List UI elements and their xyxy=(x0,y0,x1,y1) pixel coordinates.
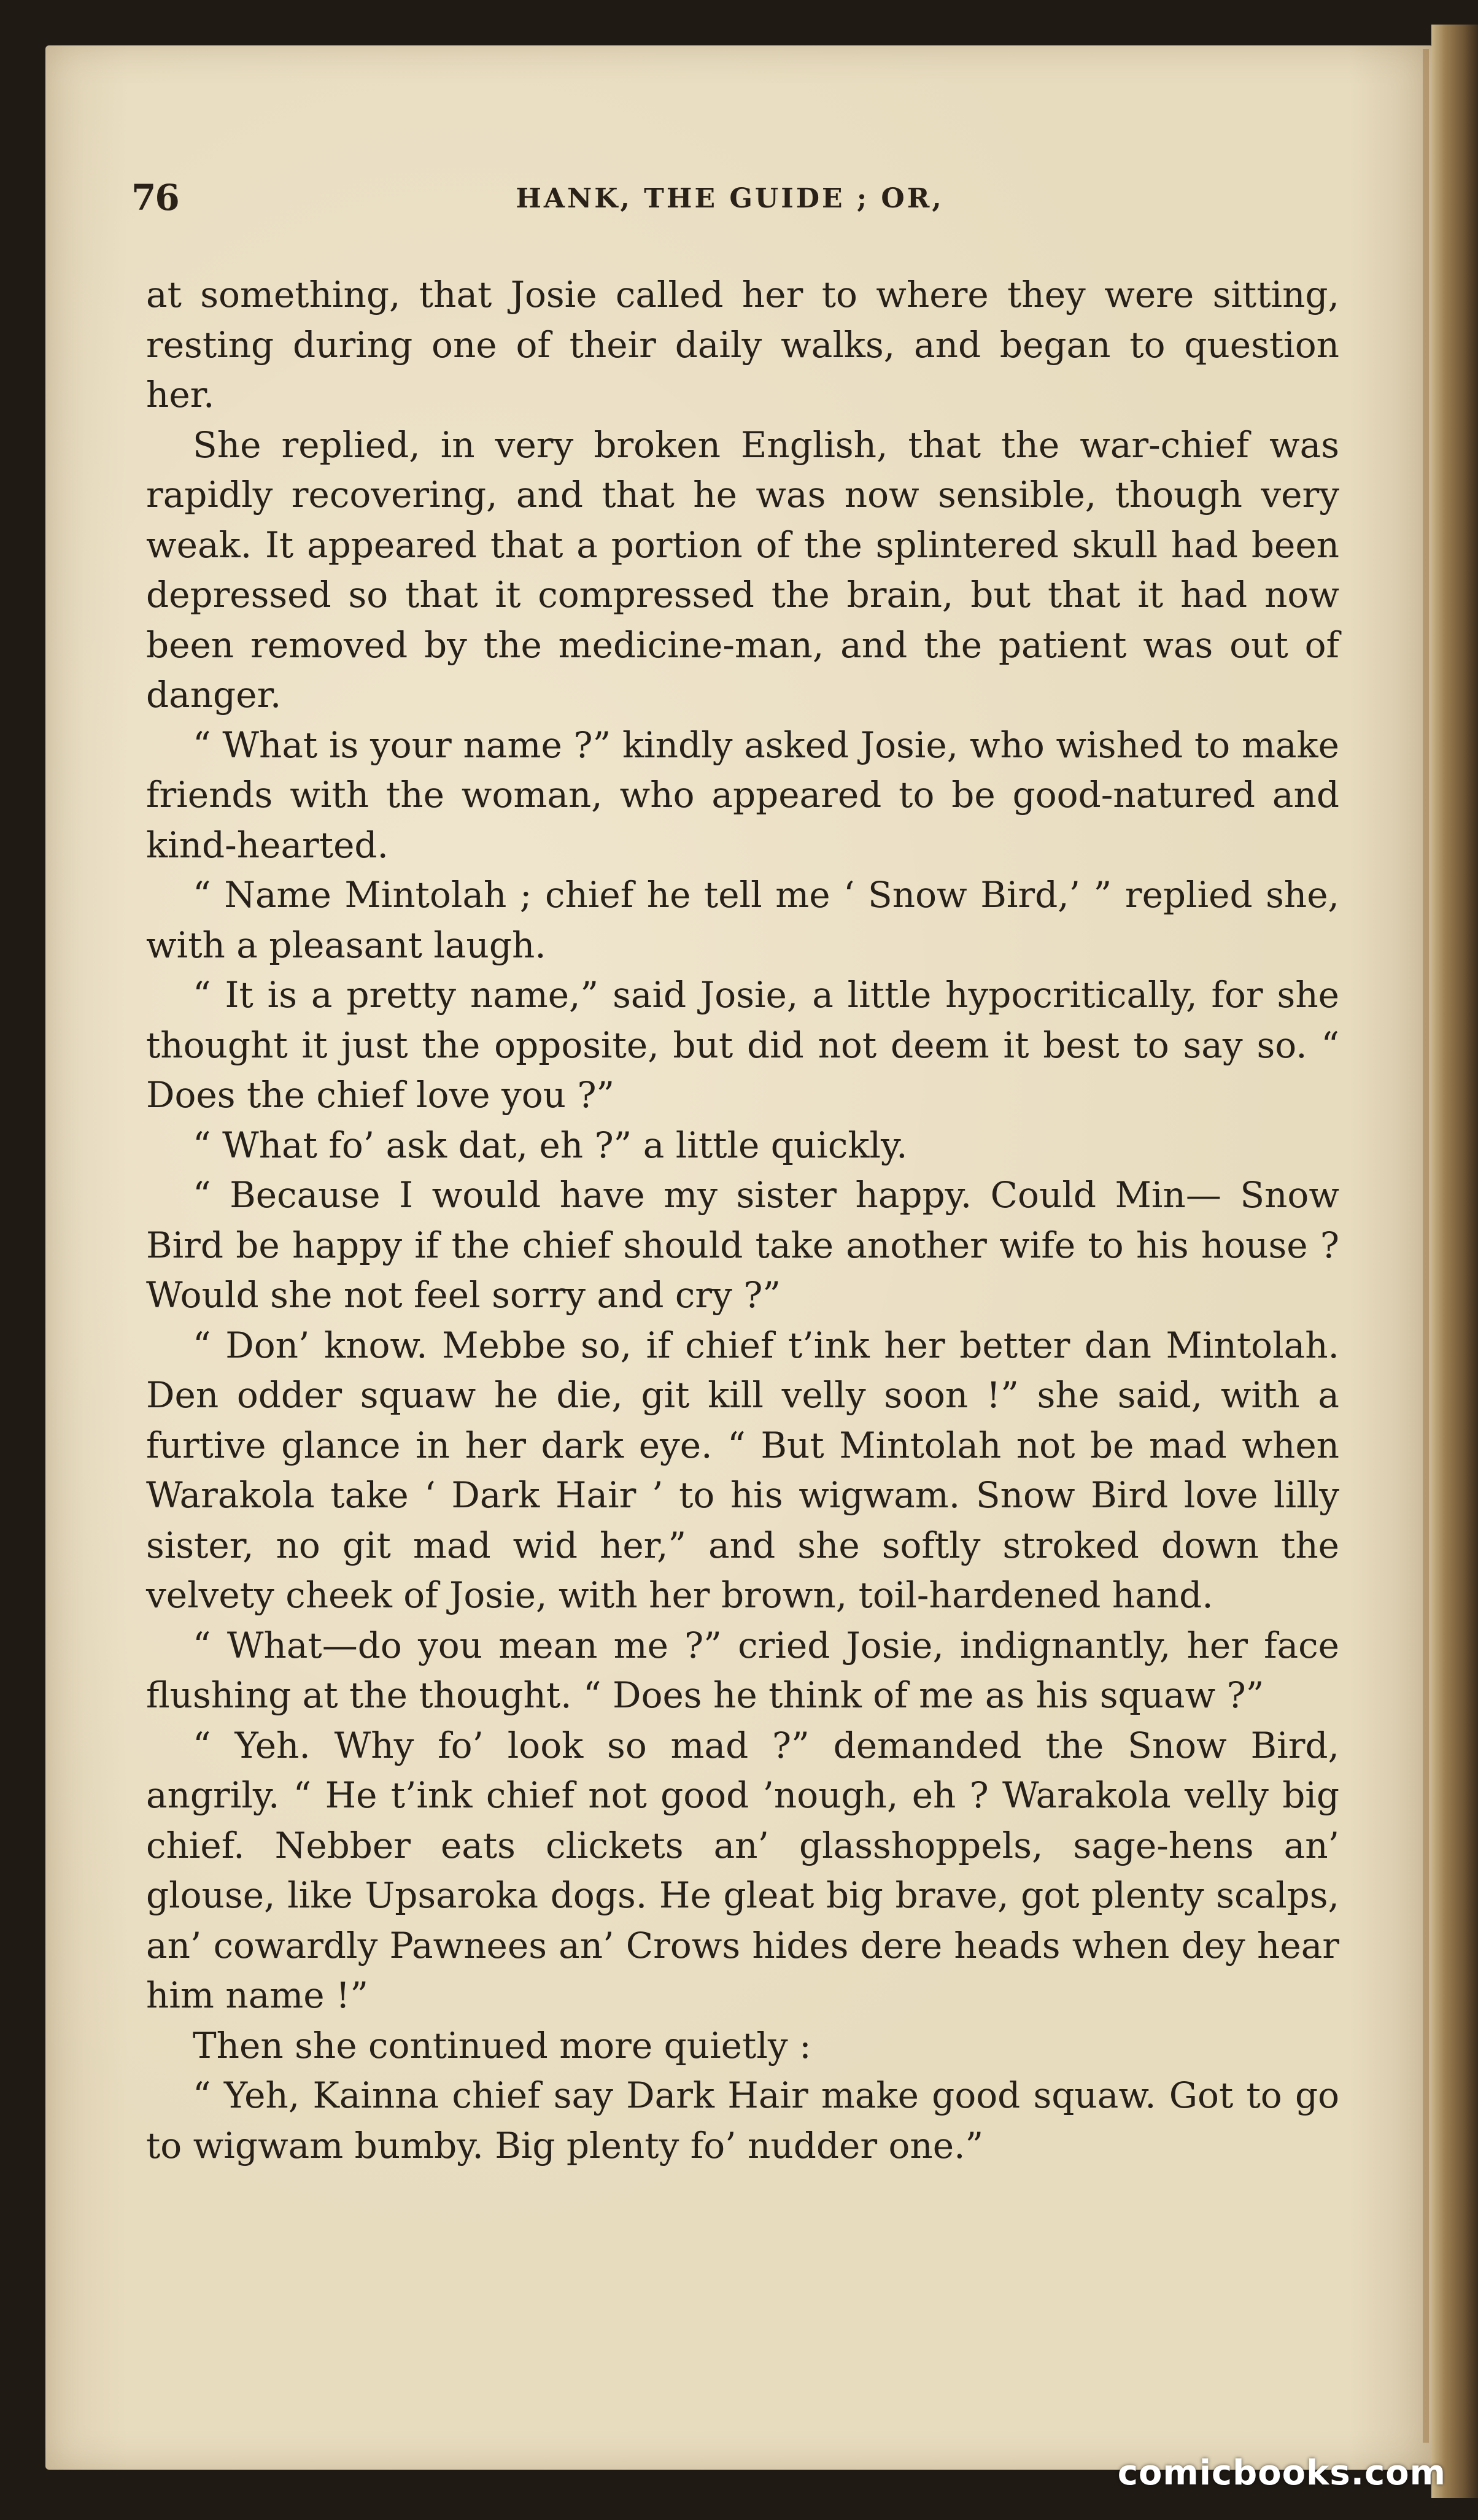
page-number: 76 xyxy=(131,177,179,218)
running-head: HANK, THE GUIDE ; OR, xyxy=(516,183,944,214)
book-spine xyxy=(1431,25,1478,2498)
paragraph: “ Because I would have my sister happy. Could Min— Snow Bird be happy if the chief should take another wife to his house ? Would she not feel sorry and cry ?” xyxy=(146,1174,1339,1316)
page-gutter-shadow xyxy=(1423,49,1429,2443)
page-body xyxy=(146,270,1339,2171)
paragraph: “ Name Mintolah ; chief he tell me ‘ Snow Bird,’ ” replied she, with a pleasant laugh. xyxy=(146,874,1339,966)
paragraph: She replied, in very broken English, that the war-chief was rapidly recovering, and that he was now sensible, though very weak. It appeared that a portion of the splintered skull had been depressed so that it compressed the brain, but that it had now been removed by the medicine-man, and the patient was out of danger. xyxy=(146,423,1339,716)
paragraph: “ What is your name ?” kindly asked Josie, who wished to make friends with the woman, who appeared to be good-natured and kind-hearted. xyxy=(146,724,1339,866)
paragraph: “ Yeh, Kainna chief say Dark Hair make good squaw. Got to go to wigwam bumby. Big plenty fo’ nudder one.” xyxy=(146,2074,1339,2166)
page-header xyxy=(131,177,1328,226)
paragraph: “ It is a pretty name,” said Josie, a little hypocritically, for she thought it just the opposite, but did not deem it best to say so. “ Does the chief love you ?” xyxy=(146,974,1339,1116)
paragraph: at something, that Josie called her to where they were sitting, resting during one of their daily walks, and began to question her. xyxy=(146,274,1339,415)
paragraph: “ What—do you mean me ?” cried Josie, indignantly, her face flushing at the thought. “ Does he think of me as his squaw ?” xyxy=(146,1624,1339,1716)
paragraph: “ What fo’ ask dat, eh ?” a little quickly. xyxy=(193,1124,908,1166)
watermark: comicbooks.com xyxy=(1117,2453,1446,2493)
paragraph: “ Don’ know. Mebbe so, if chief t’ink her better dan Mintolah. Den odder squaw he die, git kill velly soon !” she said, with a furtive glance in her dark eye. “ But Mintolah not be mad when Warakola take ‘ Dark Hair ’ to his wigwam. Snow Bird love lilly sister, no git mad wid her,” and she softly stroked down the velvety cheek of Josie, with her brown, toil-hardened hand. xyxy=(146,1324,1339,1616)
paragraph: Then she continued more quietly : xyxy=(193,2024,811,2066)
paragraph: “ Yeh. Why fo’ look so mad ?” demanded the Snow Bird, angrily. “ He t’ink chief not good ’nough, eh ? Warakola velly big chief. Nebber eats clickets an’ glasshoppels, sage-hens an’ glouse, like Upsaroka dogs. He gleat big brave, got plenty scalps, an’ cowardly Pawnees an’ Crows hides dere heads when dey hear him name !” xyxy=(146,1724,1339,2016)
